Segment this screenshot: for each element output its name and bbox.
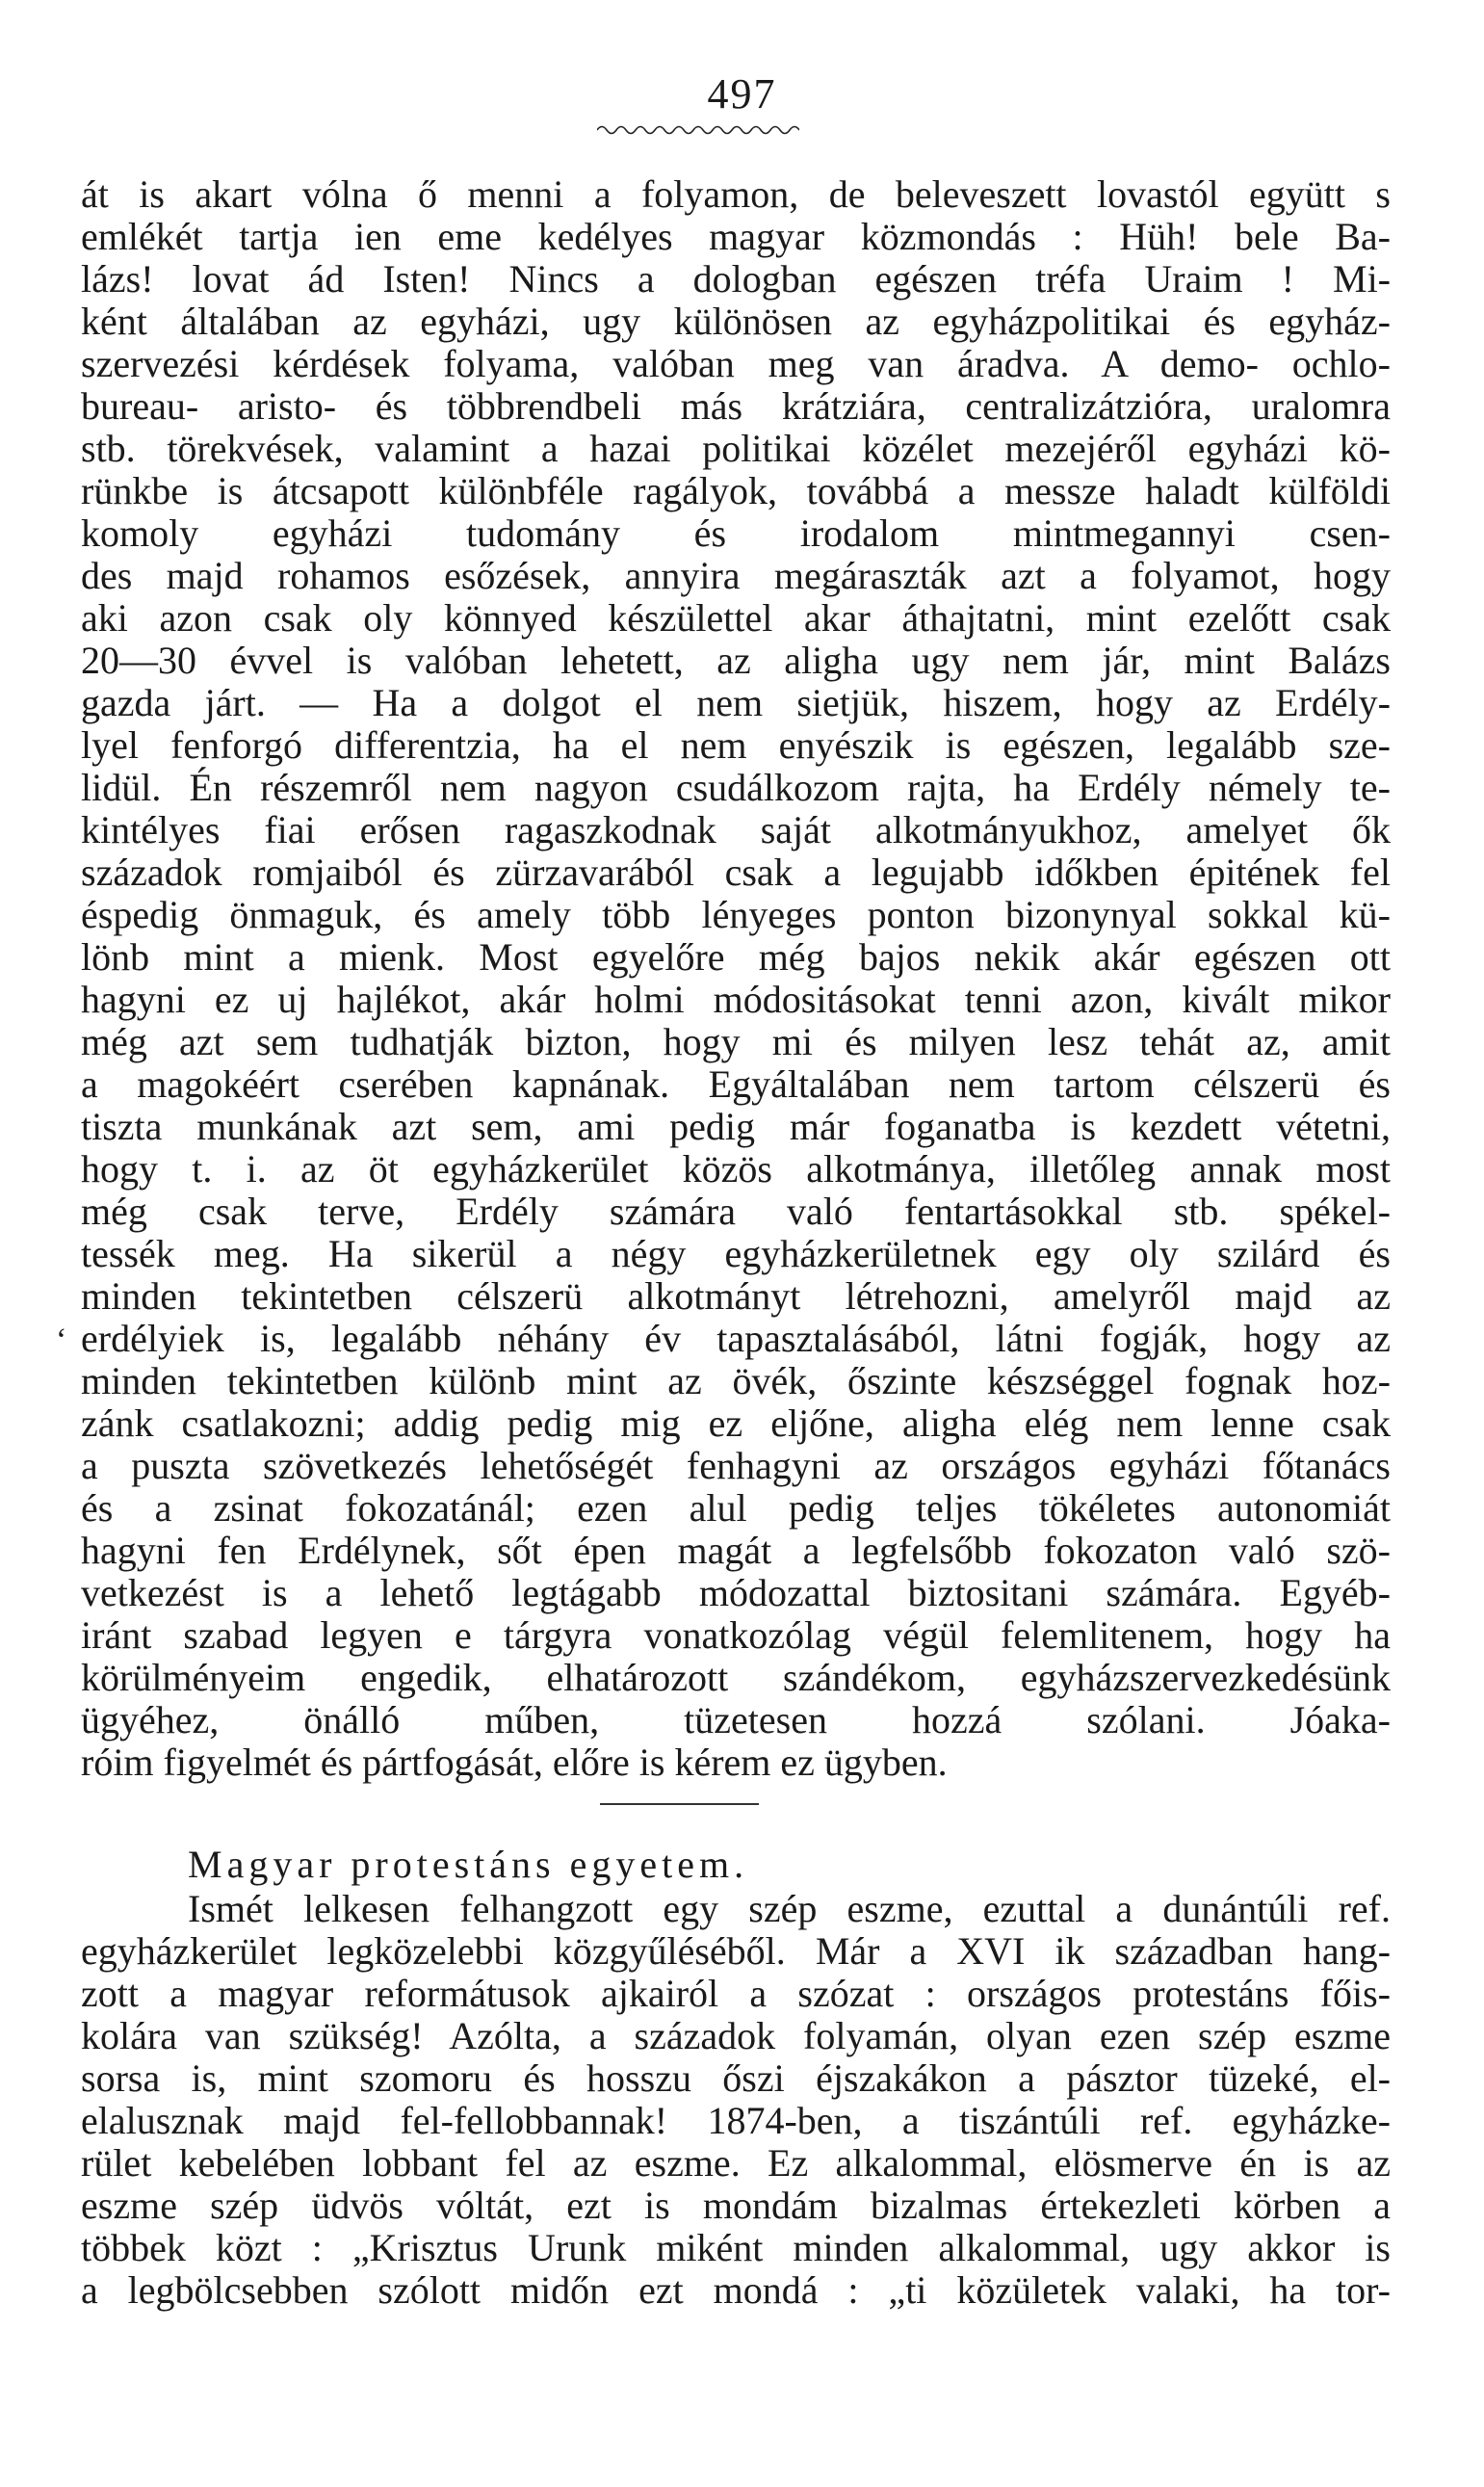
text-line: bureau- aristo- és többrendbeli más krátziára, centralizátzióra, uralomra (81, 385, 1391, 428)
text-line: át is akart vólna ő menni a folyamon, de beleveszett lovastól együtt s (81, 173, 1391, 216)
text-line: még azt sem tudhatják bizton, hogy mi és milyen lesz tehát az, amit (81, 1021, 1391, 1063)
text-line: éspedig önmaguk, és amely több lényeges ponton bizonynyal sokkal kü- (81, 894, 1391, 936)
text-line: aki azon csak oly könnyed készülettel akar áthajtatni, mint ezelőtt csak (81, 597, 1391, 640)
text-line: stb. törekvések, valamint a hazai politikai közélet mezejéről egyházi kö- (81, 428, 1391, 470)
text-line: sorsa is, mint szomoru és hosszu őszi éjszakákon a pásztor tüzeké, el- (81, 2057, 1391, 2100)
text-line: lidül. Én részemről nem nagyon csudálkozom rajta, ha Erdély némely te- (81, 767, 1391, 809)
text-line: lázs! lovat ád Isten! Nincs a dologban egészen tréfa Uraim ! Mi- (81, 258, 1391, 301)
text-line: komoly egyházi tudomány és irodalom mintmegannyi csen- (81, 512, 1391, 555)
text-line: szervezési kérdések folyama, valóban meg van áradva. A demo- ochlo- (81, 343, 1391, 385)
text-line: rület kebelében lobbant fel az eszme. Ez alkalommal, elösmerve én is az (81, 2142, 1391, 2185)
text-line: még csak terve, Erdély számára való fentartásokkal stb. spékel- (81, 1191, 1391, 1233)
text-line: des majd rohamos esőzések, annyira megáraszták azt a folyamot, hogy (81, 555, 1391, 597)
text-line: többek közt : „Krisztus Urunk miként minden alkalommal, ugy akkor is (81, 2227, 1391, 2269)
section-divider (600, 1803, 759, 1805)
text-line: gazda járt. — Ha a dolgot el nem sietjük, hiszem, hogy az Erdély- (81, 682, 1391, 724)
text-line: ügyéhez, önálló műben, tüzetesen hozzá szólani. Jóaka- (81, 1699, 1391, 1741)
text-line: zánk csatlakozni; addig pedig mig ez eljőne, aligha elég nem lenne csak (81, 1402, 1391, 1445)
section-heading: Magyar protestáns egyetem. (188, 1844, 749, 1886)
text-line: minden tekintetben célszerü alkotmányt létrehozni, amelyről majd az (81, 1275, 1391, 1318)
text-line: hagyni fen Erdélynek, sőt épen magát a legfelsőbb fokozaton való szö- (81, 1530, 1391, 1572)
text-line: emlékét tartja ien eme kedélyes magyar közmondás : Hüh! bele Ba- (81, 216, 1391, 258)
text-line: Ismét lelkesen felhangzott egy szép eszme, ezuttal a dunántúli ref. (188, 1888, 1391, 1930)
text-line: a magokéért cserében kapnának. Egyáltalában nem tartom célszerü és (81, 1063, 1391, 1106)
text-line: zott a magyar reformátusok ajkairól a szózat : országos protestáns főis- (81, 1973, 1391, 2015)
text-line: elalusznak majd fel-fellobbannak! 1874-ben, a tiszántúli ref. egyházke- (81, 2100, 1391, 2142)
text-line: egyházkerület legközelebbi közgyűléséből. Már a XVI ik században hang- (81, 1930, 1391, 1973)
text-line: iránt szabad legyen e tárgyra vonatkozólag végül felemlitenem, hogy ha (81, 1614, 1391, 1657)
ornamental-wavy-rule (597, 123, 799, 137)
text-line: erdélyiek is, legalább néhány év tapasztalásából, látni fogják, hogy az (81, 1318, 1391, 1360)
text-line: 20—30 évvel is valóban lehetett, az aligha ugy nem jár, mint Balázs (81, 640, 1391, 682)
text-line: hogy t. i. az öt egyházkerület közös alkotmánya, illetőleg annak most (81, 1148, 1391, 1191)
text-line: tiszta munkának azt sem, ami pedig már foganatba is kezdett vétetni, (81, 1106, 1391, 1148)
text-line: tessék meg. Ha sikerül a négy egyházkerületnek egy oly szilárd és (81, 1233, 1391, 1275)
page-number: 497 (707, 70, 777, 118)
margin-mark: ‘ (56, 1322, 67, 1358)
text-line: kintélyes fiai erősen ragaszkodnak saját alkotmányukhoz, amelyet ők (81, 809, 1391, 851)
text-line: róim figyelmét és pártfogását, előre is kérem ez ügyben. (81, 1741, 948, 1784)
text-line: századok romjaiból és zürzavarából csak a legujabb időkben épitének fel (81, 851, 1391, 894)
text-line: ként általában az egyházi, ugy különösen az egyházpolitikai és egyház- (81, 301, 1391, 343)
text-line: körülményeim engedik, elhatározott szándékom, egyházszervezkedésünk (81, 1657, 1391, 1699)
text-line: a legbölcsebben szólott midőn ezt mondá : „ti közületek valaki, ha tor- (81, 2269, 1391, 2312)
text-line: rünkbe is átcsapott különbféle ragályok, továbbá a messze haladt külföldi (81, 470, 1391, 512)
text-line: és a zsinat fokozatánál; ezen alul pedig teljes tökéletes autonomiát (81, 1487, 1391, 1530)
text-line: vetkezést is a lehető legtágabb módozattal biztositani számára. Egyéb- (81, 1572, 1391, 1614)
text-line: hagyni ez uj hajlékot, akár holmi módositásokat tenni azon, kivált mikor (81, 979, 1391, 1021)
text-line: a puszta szövetkezés lehetőségét fenhagyni az országos egyházi főtanács (81, 1445, 1391, 1487)
text-line: eszme szép üdvös vóltát, ezt is mondám bizalmas értekezleti körben a (81, 2185, 1391, 2227)
text-line: lönb mint a mienk. Most egyelőre még bajos nekik akár egészen ott (81, 936, 1391, 979)
text-line: lyel fenforgó differentzia, ha el nem enyészik is egészen, legalább sze- (81, 724, 1391, 767)
text-line: kolára van szükség! Azólta, a századok folyamán, olyan ezen szép eszme (81, 2015, 1391, 2057)
text-line: minden tekintetben különb mint az övék, őszinte készséggel fognak hoz- (81, 1360, 1391, 1402)
